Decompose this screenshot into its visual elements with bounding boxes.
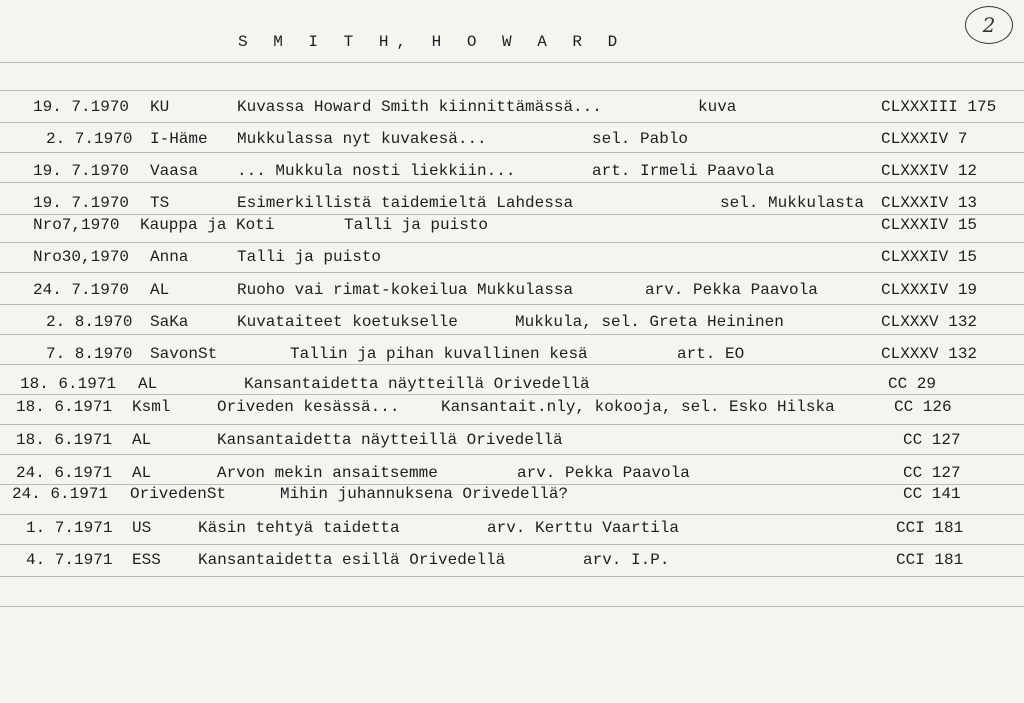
entry-note: arv. Pekka Paavola <box>517 464 690 482</box>
entry-ref: CLXXXIV 12 <box>881 162 978 180</box>
entry-source: Anna <box>150 248 189 266</box>
entry-ref: CCI 181 <box>896 551 964 569</box>
entry-note: arv. Pekka Paavola <box>645 281 818 299</box>
entry-source: AL <box>132 464 152 482</box>
entry-ref: CLXXXV 132 <box>881 345 978 363</box>
entry-note: art. EO <box>677 345 745 363</box>
entry-ref: CLXXXV 132 <box>881 313 978 331</box>
entry-ref: CC 127 <box>903 464 961 482</box>
list-item <box>0 549 1024 571</box>
card-rule <box>0 122 1024 123</box>
entry-date: 19. 7.1970 <box>33 162 130 180</box>
entry-title: Kuvataiteet koetukselle <box>237 313 458 331</box>
entry-date: 19. 7.1970 <box>33 194 130 212</box>
entry-ref: CLXXXIV 13 <box>881 194 978 212</box>
entry-source: US <box>132 519 152 537</box>
list-item <box>0 343 1024 365</box>
entry-date: Nro30,1970 <box>33 248 130 266</box>
list-item <box>0 96 1024 118</box>
list-item <box>0 192 1024 214</box>
entry-title: Kansantaidetta näytteillä Orivedellä <box>244 375 590 393</box>
list-item <box>0 462 1024 484</box>
entry-date: 18. 6.1971 <box>16 398 113 416</box>
entry-source: ESS <box>132 551 161 569</box>
card-rule <box>0 334 1024 335</box>
list-item <box>0 373 1024 395</box>
entry-source: KU <box>150 98 170 116</box>
entry-date: 24. 6.1971 <box>12 485 109 503</box>
entry-title: Kansantaidetta näytteillä Orivedellä <box>217 431 563 449</box>
list-item <box>0 517 1024 539</box>
entry-note: arv. Kerttu Vaartila <box>487 519 680 537</box>
card-rule <box>0 272 1024 273</box>
entry-ref: CLXXXIV 7 <box>881 130 968 148</box>
entry-title: Oriveden kesässä... <box>217 398 400 416</box>
entry-title: Mihin juhannuksena Orivedellä? <box>280 485 569 503</box>
card-rule <box>0 242 1024 243</box>
entry-title: ... Mukkula nosti liekkiin... <box>237 162 516 180</box>
list-item <box>0 128 1024 150</box>
entry-ref: CLXXXIV 15 <box>881 216 978 234</box>
entry-date: 24. 6.1971 <box>16 464 113 482</box>
entry-note: Kansantait.nly, kokooja, sel. Esko Hilska <box>441 398 835 416</box>
entry-source: AL <box>138 375 158 393</box>
entry-note: arv. I.P. <box>583 551 670 569</box>
entry-title: Mukkulassa nyt kuvakesä... <box>237 130 487 148</box>
entry-date: 2. 8.1970 <box>46 313 133 331</box>
entry-title: Talli ja puisto <box>344 216 489 234</box>
entry-title: Ruoho vai rimat-kokeilua Mukkulassa <box>237 281 574 299</box>
entry-source: I-Häme <box>150 130 208 148</box>
card-rule <box>0 182 1024 183</box>
card-rule <box>0 454 1024 455</box>
entry-note: sel. Pablo <box>592 130 689 148</box>
entry-title: Tallin ja pihan kuvallinen kesä <box>290 345 588 363</box>
entry-source: AL <box>132 431 152 449</box>
entry-ref: CLXXXIV 19 <box>881 281 978 299</box>
page-number: 2 <box>965 6 1013 44</box>
entry-title: Talli ja puisto <box>237 248 382 266</box>
entry-ref: CC 126 <box>894 398 952 416</box>
entry-date: 19. 7.1970 <box>33 98 130 116</box>
entry-source: SavonSt <box>150 345 218 363</box>
list-item <box>0 214 1024 236</box>
card-rule <box>0 152 1024 153</box>
entry-source: OrivedenSt <box>130 485 227 503</box>
entry-date: 2. 7.1970 <box>46 130 133 148</box>
entry-title: Kansantaidetta esillä Orivedellä <box>198 551 506 569</box>
entry-ref: CC 29 <box>888 375 937 393</box>
entry-date: Nro7,1970 <box>33 216 120 234</box>
entry-date: 18. 6.1971 <box>16 431 113 449</box>
entry-date: 18. 6.1971 <box>20 375 117 393</box>
list-item <box>0 396 1024 418</box>
entry-date: 24. 7.1970 <box>33 281 130 299</box>
entry-source: TS <box>150 194 170 212</box>
entry-ref: CLXXXIII 175 <box>881 98 997 116</box>
entry-note: art. Irmeli Paavola <box>592 162 775 180</box>
card-title: S M I T H, H O W A R D <box>238 33 626 51</box>
card-rule <box>0 424 1024 425</box>
entry-note: Mukkula, sel. Greta Heininen <box>515 313 784 331</box>
card-rule <box>0 304 1024 305</box>
entry-ref: CC 127 <box>903 431 961 449</box>
list-item <box>0 429 1024 451</box>
entry-date: 7. 8.1970 <box>46 345 133 363</box>
card-rule <box>0 62 1024 63</box>
entry-ref: CLXXXIV 15 <box>881 248 978 266</box>
list-item <box>0 483 1024 505</box>
entry-title: Arvon mekin ansaitsemme <box>217 464 438 482</box>
card-rule <box>0 514 1024 515</box>
entry-source: Vaasa <box>150 162 199 180</box>
entry-date: 4. 7.1971 <box>26 551 113 569</box>
list-item <box>0 246 1024 268</box>
list-item <box>0 279 1024 301</box>
card-rule <box>0 544 1024 545</box>
entry-title: Käsin tehtyä taidetta <box>198 519 400 537</box>
entry-source: Ksml <box>132 398 171 416</box>
card-rule <box>0 606 1024 607</box>
list-item <box>0 311 1024 333</box>
card-rule <box>0 90 1024 91</box>
card-rule <box>0 576 1024 577</box>
entry-note: sel. Mukkulasta <box>720 194 865 212</box>
entry-source: Kauppa ja Koti <box>140 216 275 234</box>
entry-ref: CCI 181 <box>896 519 964 537</box>
entry-source: AL <box>150 281 170 299</box>
entry-title: Esimerkillistä taidemieltä Lahdessa <box>237 194 574 212</box>
entry-title: Kuvassa Howard Smith kiinnittämässä... <box>237 98 602 116</box>
entry-source: SaKa <box>150 313 189 331</box>
entry-note: kuva <box>698 98 737 116</box>
list-item <box>0 160 1024 182</box>
entry-ref: CC 141 <box>903 485 961 503</box>
entry-date: 1. 7.1971 <box>26 519 113 537</box>
